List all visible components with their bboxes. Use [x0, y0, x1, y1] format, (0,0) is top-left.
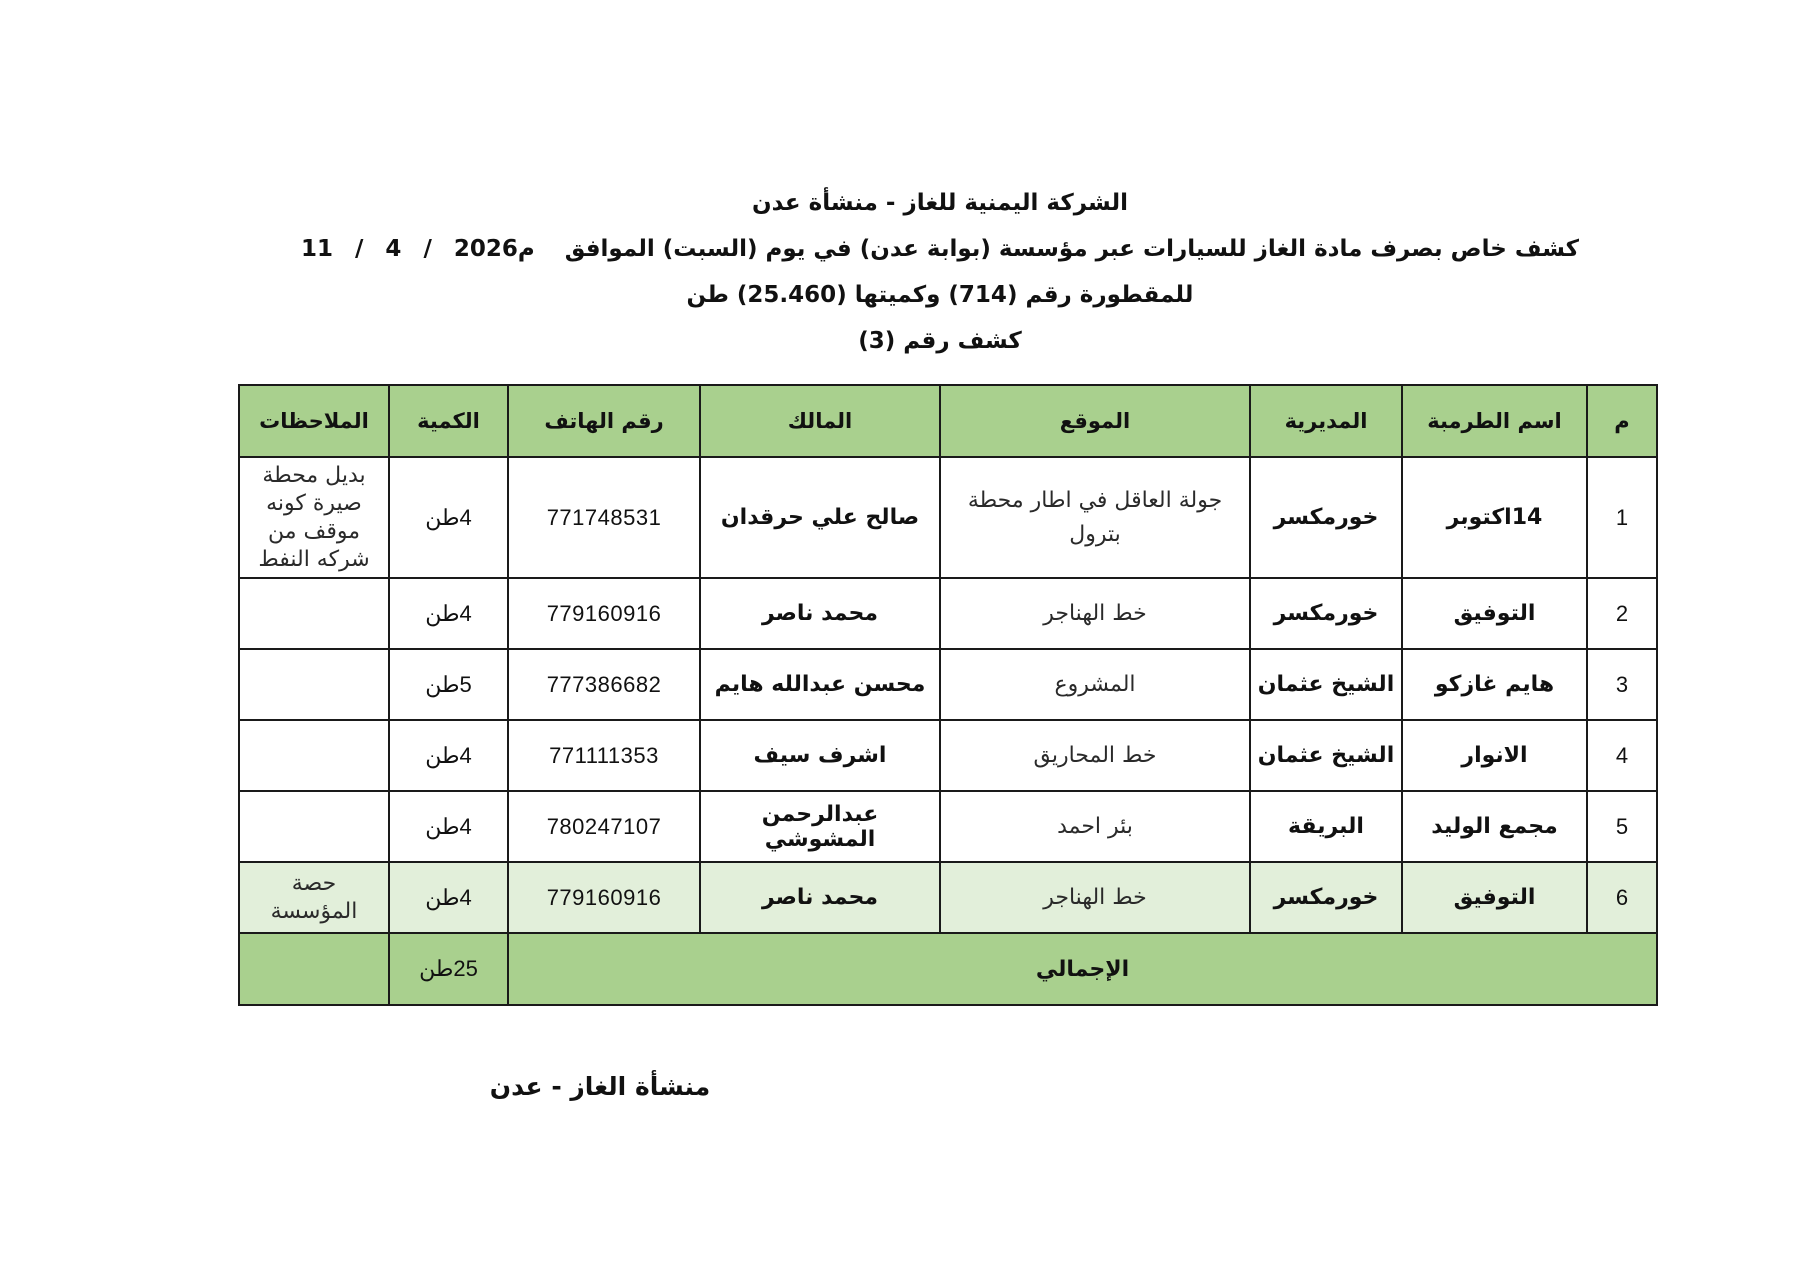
total-label: الإجمالي: [508, 933, 1657, 1005]
row-quantity: 5طن: [389, 649, 508, 720]
row-quantity: 4طن: [389, 578, 508, 649]
column-header-notes: الملاحظات: [239, 385, 389, 457]
column-header-district: المديرية: [1250, 385, 1402, 457]
row-notes: [239, 791, 389, 862]
row-quantity: 4طن: [389, 862, 508, 933]
row-trumba: 14اكتوبر: [1402, 457, 1587, 578]
row-index: 5: [1587, 791, 1657, 862]
row-district: الشيخ عثمان: [1250, 720, 1402, 791]
row-index: 3: [1587, 649, 1657, 720]
row-index: 6: [1587, 862, 1657, 933]
table-row: [239, 720, 1657, 791]
table-row: [239, 578, 1657, 649]
row-owner: محمد ناصر: [700, 578, 940, 649]
table-row: [239, 457, 1657, 578]
row-notes: [239, 720, 389, 791]
row-phone: 779160916: [508, 862, 700, 933]
row-district: البريقة: [1250, 791, 1402, 862]
table-row: [239, 791, 1657, 862]
table-row: [239, 862, 1657, 933]
sheet-date: 11 / 4 / 2026م: [300, 236, 535, 262]
row-location: خط الهناجر: [940, 862, 1250, 933]
total-quantity: 25طن: [389, 933, 508, 1005]
row-district: خورمكسر: [1250, 457, 1402, 578]
row-notes: بديل محطة صيرة كونه موقف من شركه النفط: [239, 457, 389, 578]
total-notes: [239, 933, 389, 1005]
table-header-row: [239, 385, 1657, 457]
row-district: خورمكسر: [1250, 862, 1402, 933]
column-header-index: م: [1587, 385, 1657, 457]
row-phone: 771111353: [508, 720, 700, 791]
row-owner: محمد ناصر: [700, 862, 940, 933]
row-district: خورمكسر: [1250, 578, 1402, 649]
row-district: الشيخ عثمان: [1250, 649, 1402, 720]
document-header: [300, 180, 1580, 364]
row-phone: 779160916: [508, 578, 700, 649]
column-header-phone: رقم الهاتف: [508, 385, 700, 457]
tanker-info: للمقطورة رقم (714) وكميتها (25.460) طن: [686, 282, 1194, 308]
row-notes: حصة المؤسسة: [239, 862, 389, 933]
row-phone: 777386682: [508, 649, 700, 720]
company-title: الشركة اليمنية للغاز - منشأة عدن: [752, 190, 1128, 216]
row-index: 2: [1587, 578, 1657, 649]
row-location: خط الهناجر: [940, 578, 1250, 649]
row-location: بئر احمد: [940, 791, 1250, 862]
row-phone: 780247107: [508, 791, 700, 862]
column-header-owner: المالك: [700, 385, 940, 457]
row-owner: عبدالرحمن المشوشي: [700, 791, 940, 862]
column-header-quantity: الكمية: [389, 385, 508, 457]
row-trumba: هايم غازكو: [1402, 649, 1587, 720]
distribution-table: [238, 384, 1658, 1006]
row-trumba: مجمع الوليد: [1402, 791, 1587, 862]
sheet-number: كشف رقم (3): [858, 328, 1022, 354]
row-location: المشروع: [940, 649, 1250, 720]
row-phone: 771748531: [508, 457, 700, 578]
date-year: 2026م: [453, 236, 535, 262]
row-notes: [239, 578, 389, 649]
column-header-trumba: اسم الطرمبة: [1402, 385, 1587, 457]
row-quantity: 4طن: [389, 720, 508, 791]
row-location: جولة العاقل في اطار محطة بترول: [940, 457, 1250, 578]
row-quantity: 4طن: [389, 457, 508, 578]
row-trumba: التوفيق: [1402, 862, 1587, 933]
row-owner: محسن عبدالله هايم: [700, 649, 940, 720]
sheet-description-text: كشف خاص بصرف مادة الغاز للسيارات عبر مؤسسة (بوابة عدن) في يوم (السبت) الموافق: [564, 236, 1579, 262]
row-location: خط المحاريق: [940, 720, 1250, 791]
row-index: 1: [1587, 457, 1657, 578]
footer-signature: منشأة الغاز - عدن: [489, 1072, 711, 1101]
row-index: 4: [1587, 720, 1657, 791]
row-trumba: التوفيق: [1402, 578, 1587, 649]
row-quantity: 4طن: [389, 791, 508, 862]
row-owner: صالح علي حرقدان: [700, 457, 940, 578]
total-row: [239, 933, 1657, 1005]
date-day: 11: [300, 236, 333, 262]
row-owner: اشرف سيف: [700, 720, 940, 791]
column-header-location: الموقع: [940, 385, 1250, 457]
row-notes: [239, 649, 389, 720]
row-trumba: الانوار: [1402, 720, 1587, 791]
table-row: [239, 649, 1657, 720]
sheet-description: [300, 226, 1580, 272]
date-month: 4: [385, 236, 402, 262]
